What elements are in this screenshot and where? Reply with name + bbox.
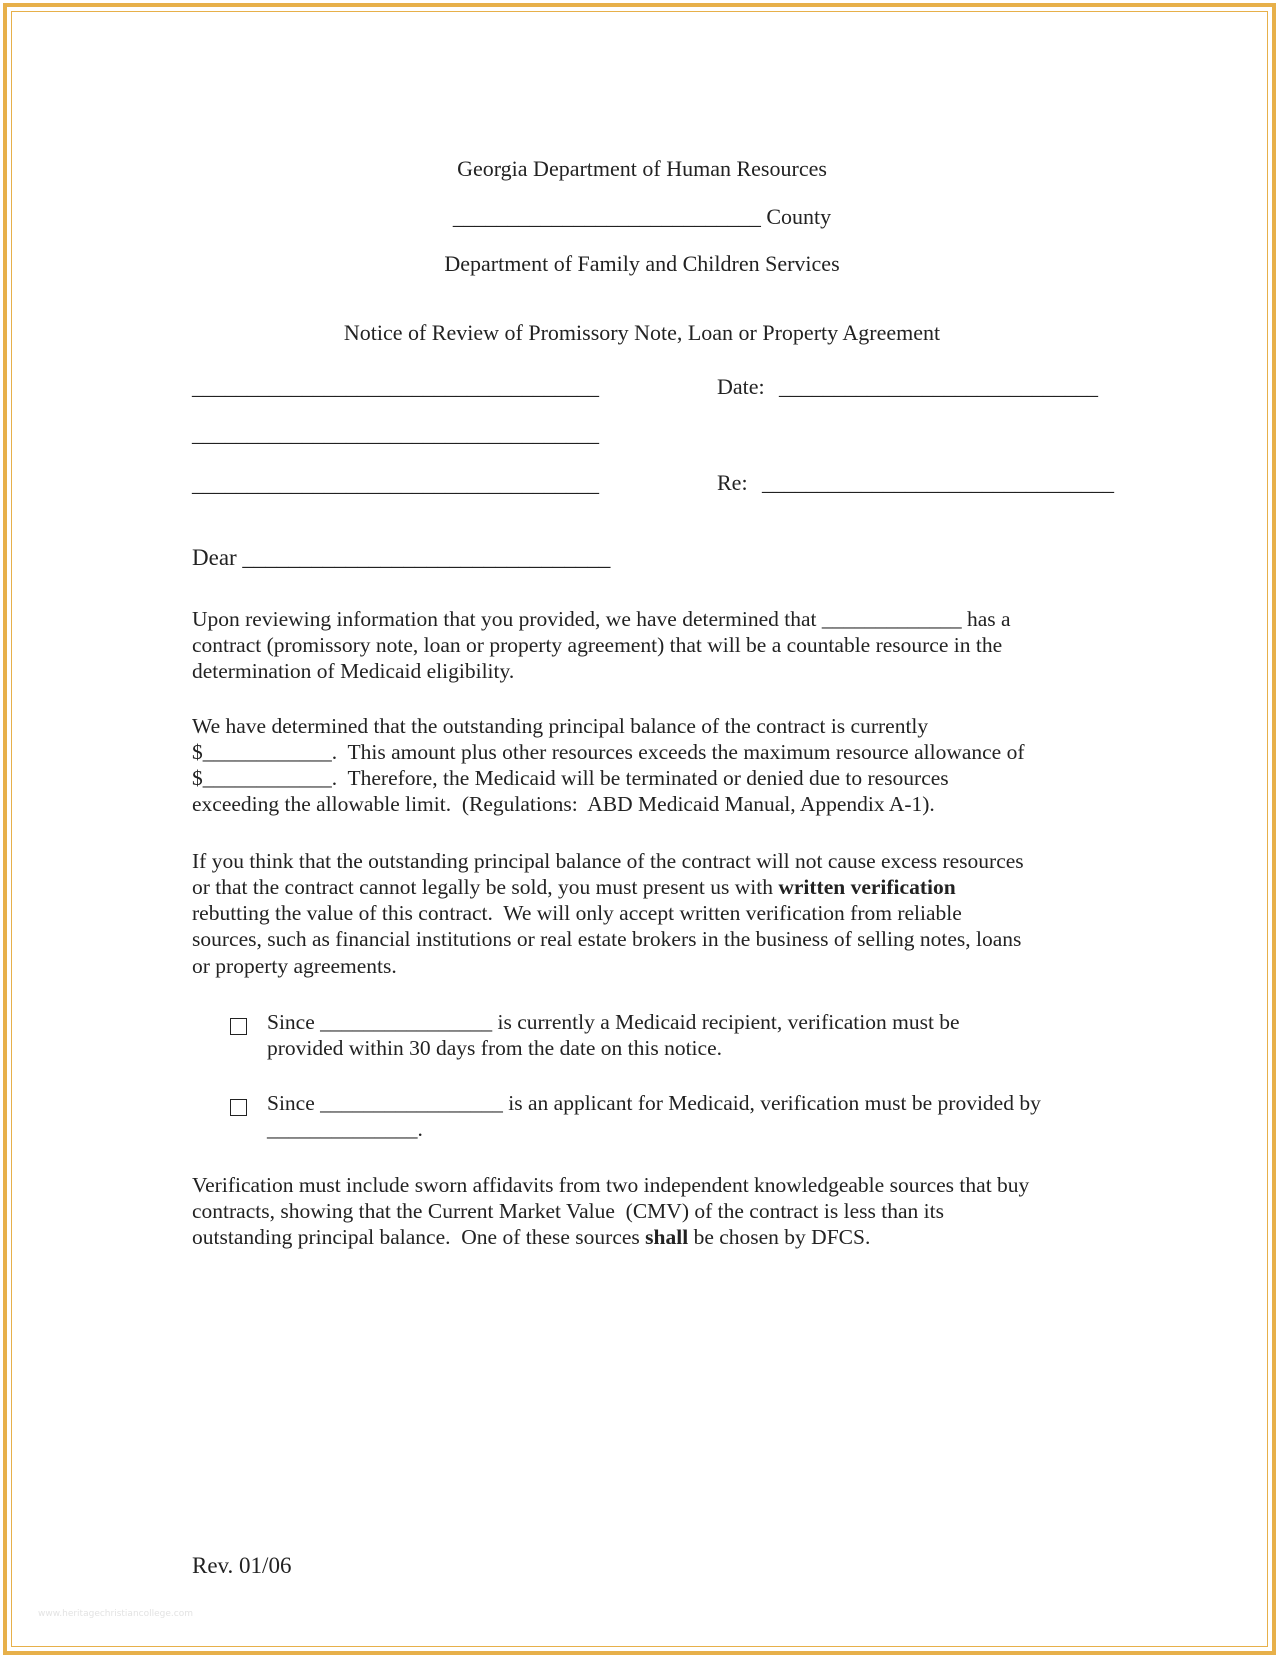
re-label: Re: — [717, 470, 748, 495]
written-verification-emphasis: written verification — [778, 875, 956, 899]
option-2-line-1: Since _________________ is an applicant for Medicaid, verification must be provided by — [267, 1091, 1041, 1115]
division-name: Department of Family and Children Services — [444, 251, 840, 276]
address-line-1: _____________________________________ — [192, 374, 599, 399]
shall-emphasis: shall — [645, 1225, 689, 1249]
paragraph-1-line-2: contract (promissory note, loan or property agreement) that will be a countable resource in the — [192, 633, 1003, 657]
paragraph-3-line-5: or property agreements. — [192, 954, 397, 978]
revision-label: Rev. 01/06 — [192, 1553, 292, 1578]
recipient-checkbox[interactable] — [230, 1018, 247, 1035]
paragraph-3-line-3: rebutting the value of this contract. We will only accept written verification from reliable — [192, 901, 962, 925]
option-1-line-2: provided within 30 days from the date on this notice. — [267, 1036, 722, 1060]
paragraph-1-line-1: Upon reviewing information that you provided, we have determined that _____________ has a — [192, 607, 1011, 631]
paragraph-3-line-4: sources, such as financial institutions or real estate brokers in the business of selling notes, loans — [192, 927, 1022, 951]
paragraph-1-line-3: determination of Medicaid eligibility. — [192, 659, 515, 683]
date-label: Date: — [717, 374, 765, 399]
re-blank: ________________________________ — [762, 470, 1114, 495]
paragraph-2-line-4: exceeding the allowable limit. (Regulations: ABD Medicaid Manual, Appendix A-1). — [192, 792, 935, 816]
notice-title: Notice of Review of Promissory Note, Loan or Property Agreement — [343, 320, 941, 345]
paragraph-2-line-1: We have determined that the outstanding principal balance of the contract is currently — [192, 714, 929, 738]
paragraph-4-line-1: Verification must include sworn affidavits from two independent knowledgeable sources that buy — [192, 1173, 1030, 1197]
option-2-line-2: ______________. — [267, 1117, 423, 1141]
paragraph-4-line-2: contracts, showing that the Current Market Value (CMV) of the contract is less than its — [192, 1199, 944, 1223]
agency-name: Georgia Department of Human Resources — [457, 156, 827, 181]
paragraph-4-line-3-post: be chosen by DFCS. — [688, 1225, 871, 1249]
paragraph-2-line-2: $____________. This amount plus other resources exceeds the maximum resource allowance of — [192, 740, 1025, 764]
paragraph-3-line-2 — [192, 874, 1092, 900]
paragraph-2-line-3: $____________. Therefore, the Medicaid will be terminated or denied due to resources — [192, 766, 949, 790]
paragraph-3-line-1: If you think that the outstanding principal balance of the contract will not cause excess resources — [192, 849, 1024, 873]
paragraph-4-line-3 — [192, 1224, 1092, 1250]
date-blank: _____________________________ — [779, 374, 1098, 399]
paragraph-3-line-2-text: or that the contract cannot legally be sold, you must present us with — [192, 875, 779, 899]
salutation: Dear ________________________________ — [192, 545, 611, 570]
applicant-checkbox[interactable] — [230, 1099, 247, 1116]
paragraph-4-line-3-pre: outstanding principal balance. One of these sources — [192, 1225, 646, 1249]
watermark: www.heritagechristiancollege.com — [38, 1609, 193, 1619]
county-line: ____________________________ County — [452, 204, 832, 229]
address-line-2: _____________________________________ — [192, 421, 599, 446]
option-1-line-1: Since ________________ is currently a Medicaid recipient, verification must be — [267, 1010, 960, 1034]
address-line-3: _____________________________________ — [192, 471, 599, 496]
